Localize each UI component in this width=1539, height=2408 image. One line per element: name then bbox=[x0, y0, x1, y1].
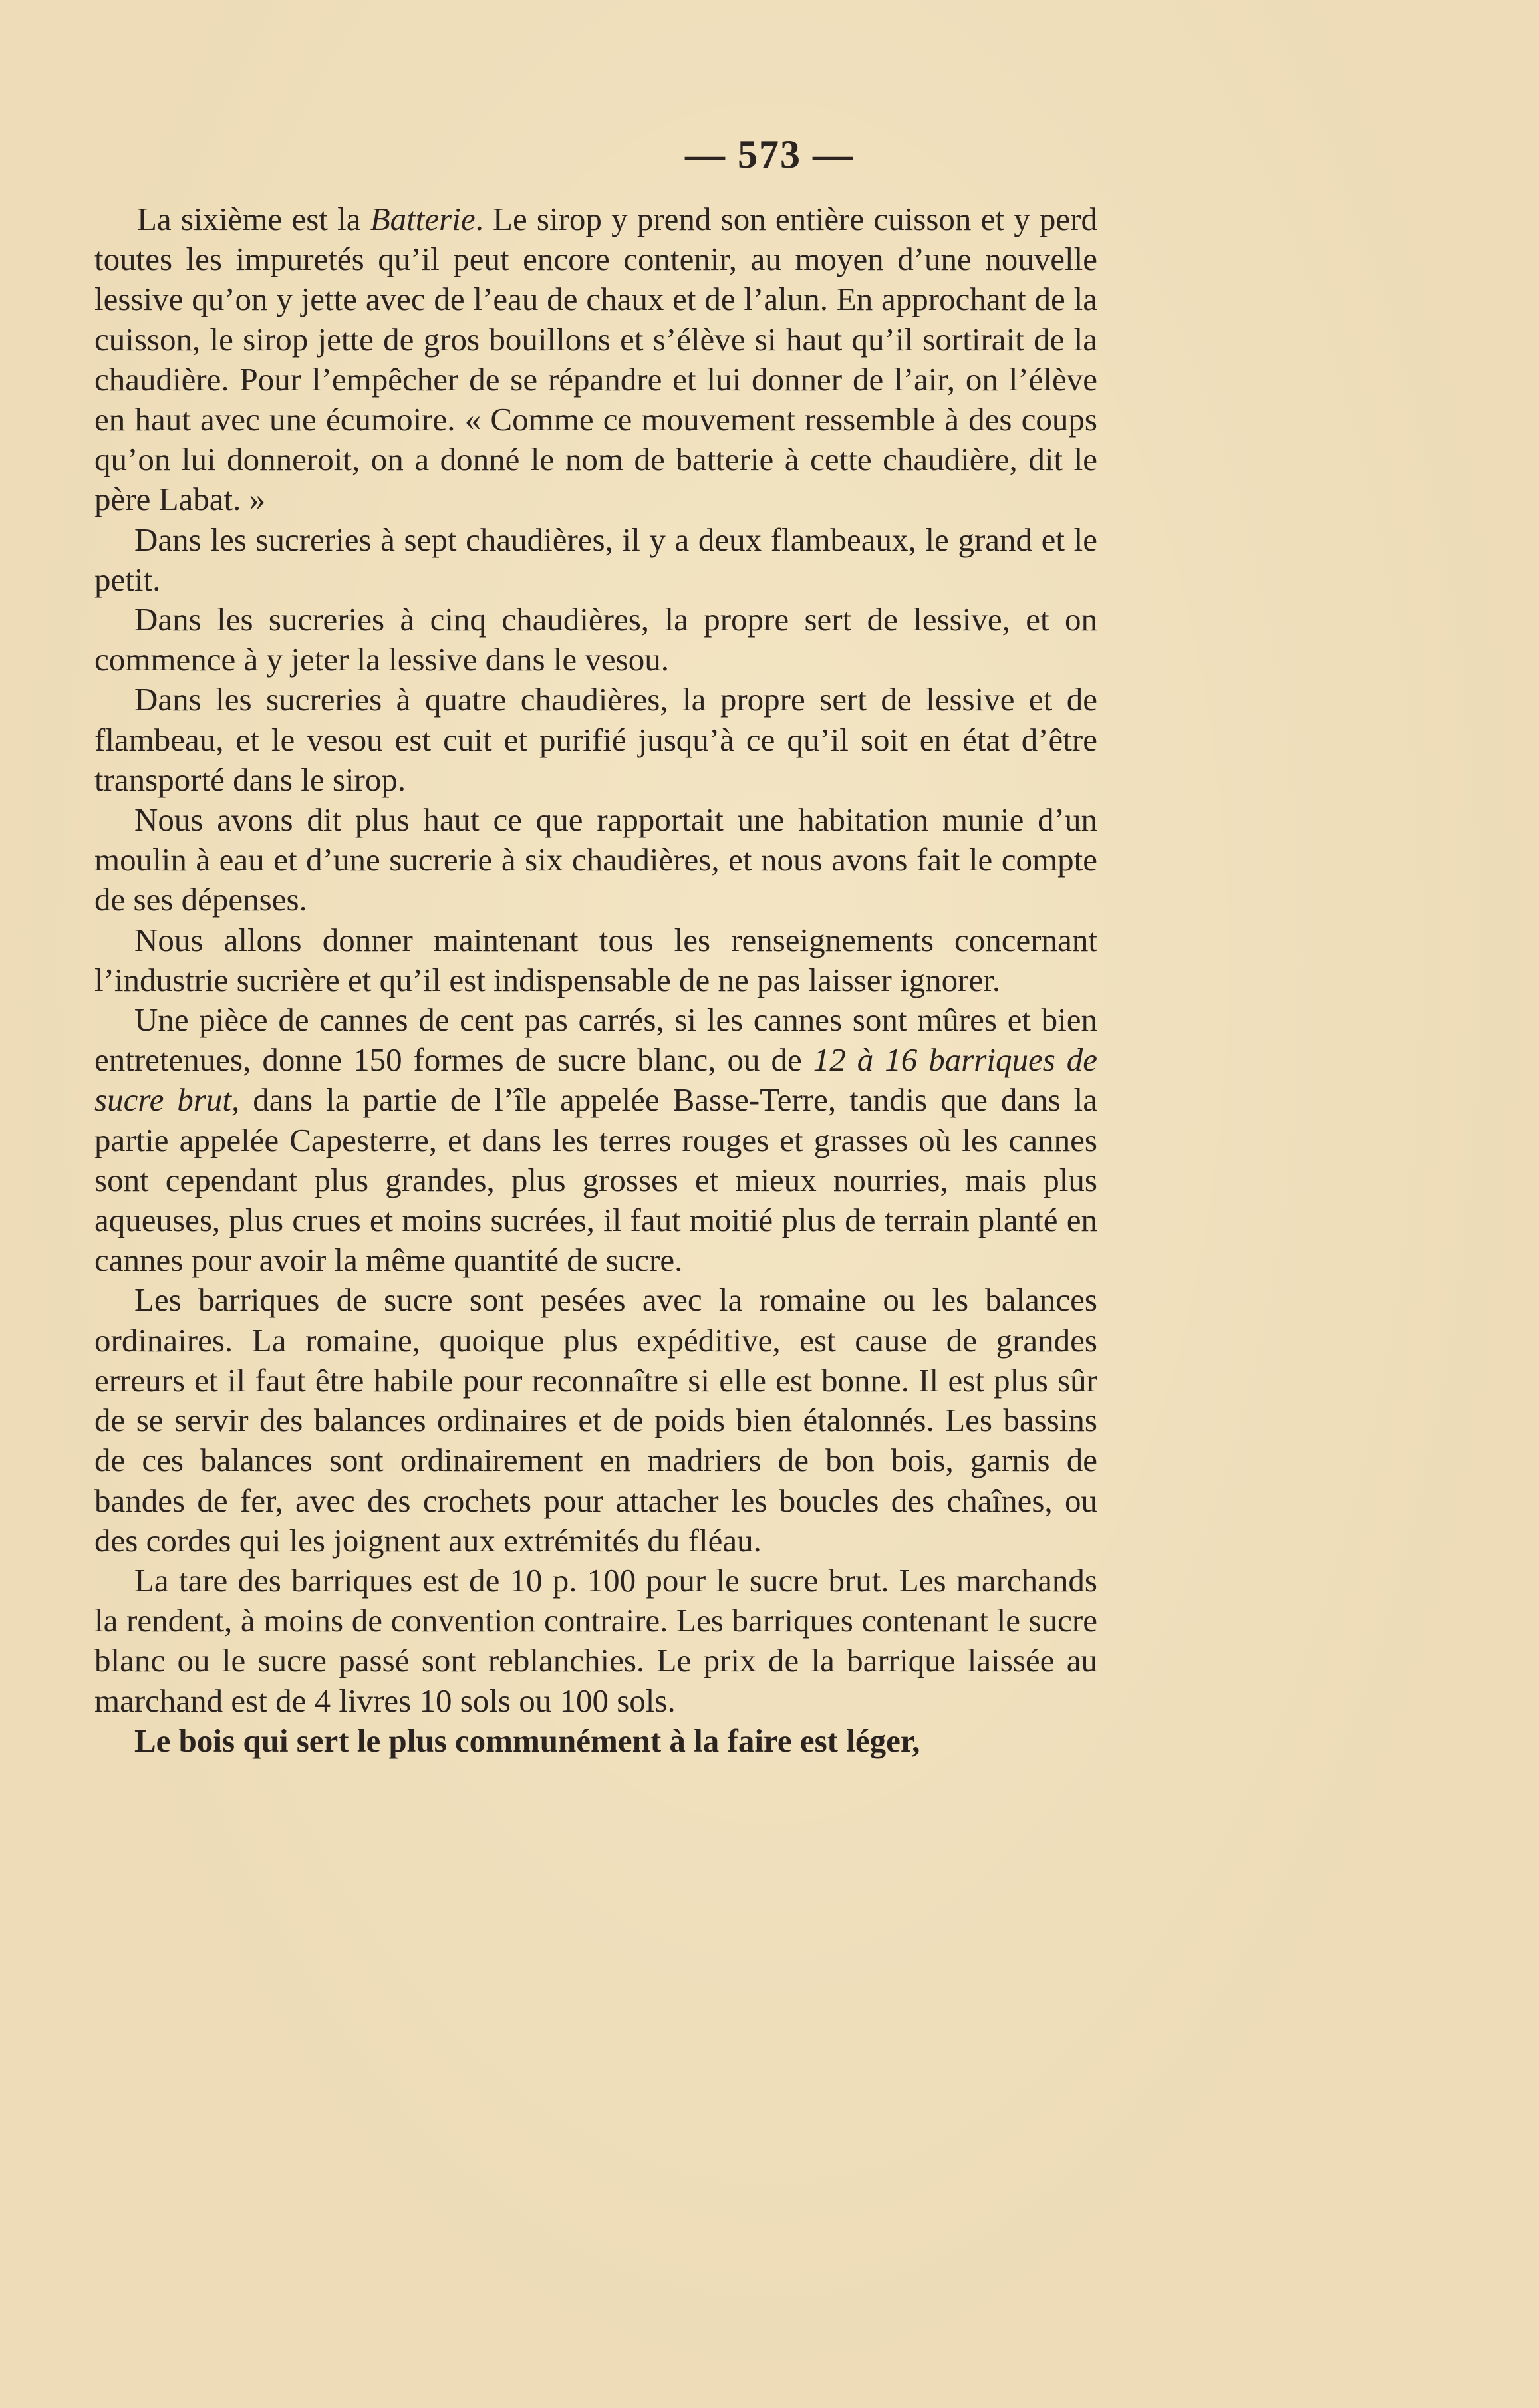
paragraph-tare: La tare des barriques est de 10 p. 100 pour le sucre brut. Les marchands la rendent, à moins de convention contraire. Les barriques contenant le sucre blanc ou le sucre passé sont reblanchies. Le prix de la barrique laissée au marchand est de 4 livres 10 sols ou 100 sols. bbox=[94, 1561, 1097, 1719]
paragraph-bois: Le bois qui sert le plus communément à la faire est léger, bbox=[134, 1722, 920, 1759]
page-number: — 573 — bbox=[685, 132, 854, 176]
paragraph-renseignements: Nous allons donner maintenant tous les renseignements concernant l’industrie sucrière et qu’il est indispensable de ne pas laisser ignorer. bbox=[94, 921, 1097, 998]
paragraph-barriques-pesees: Les barriques de sucre sont pesées avec la romaine ou les balances ordinaires. La romaine, quoique plus expéditive, est cause de grandes erreurs et il faut être habile pour reconnaître si elle est bonne. Il est plus sûr de se servir des balances ordinaires et de poids bien étalonnés. Les bassins de ces balances sont ordinairement en madriers de bon bois, garnis de bandes de fer, avec des crochets pour attacher les boucles des chaînes, ou des cordes qui les joignent aux extrémités du fléau. bbox=[94, 1281, 1097, 1559]
paragraph-piece-cannes-italic: 12 à 16 barriques de sucre brut, bbox=[94, 1041, 1097, 1119]
paragraph-batterie-after: . Le sirop y prend son entière cuisson et y perd toutes les impuretés qu’il peut encore contenir, au moyen d’une nouvelle lessive qu’on y jette avec de l’eau de chaux et de l’alun. En approchant de la cuisson, le sirop jette de gros bouillons et s’élève si haut qu’il sortirait de la chaudière. Pour l’empêcher de se répandre et lui donner de l’air, on l’élève en haut avec une écumoire. « Comme ce mouvement ressemble à des coups qu’on lui donneroit, on a donné le nom de batterie à cette chaudière, dit le père Labat. » bbox=[94, 201, 1097, 518]
paragraph-batterie bbox=[94, 200, 1097, 520]
paragraph-cinq-chaudieres: Dans les sucreries à cinq chaudières, la propre sert de lessive, et on commence à y jeter la lessive dans le vesou. bbox=[94, 601, 1097, 678]
paragraph-quatre-chaudieres: Dans les sucreries à quatre chaudières, la propre sert de lessive et de flambeau, et le vesou est cuit et purifié jusqu’à ce qu’il soit en état d’être transporté dans le sirop. bbox=[94, 681, 1097, 798]
paragraph-batterie-italic: Batterie bbox=[370, 201, 476, 237]
paragraph-habitation: Nous avons dit plus haut ce que rapportait une habitation munie d’un moulin à eau et d’une sucrerie à six chaudières, et nous avons fait le compte de ses dépenses. bbox=[94, 801, 1097, 918]
body-text bbox=[94, 200, 1097, 1761]
paragraph-sept-chaudieres: Dans les sucreries à sept chaudières, il y a deux flambeaux, le grand et le petit. bbox=[94, 521, 1097, 598]
paragraph-piece-cannes-before: Une pièce de cannes de cent pas carrés, si les cannes sont mûres et bien entretenues, donne 150 formes de sucre blanc, ou de bbox=[94, 1002, 1097, 1079]
paragraph-batterie-before: La sixième est la bbox=[137, 201, 370, 237]
paragraph-piece-cannes bbox=[94, 1000, 1097, 1280]
paragraph-piece-cannes-after: dans la partie de l’île appelée Basse-Terre, tandis que dans la partie appelée Capesterre, et dans les terres rouges et grasses où les cannes sont cependant plus grandes, plus grosses et mieux nourries, mais plus aqueuses, plus crues et moins sucrées, il faut moitié plus de terrain planté en cannes pour avoir la même quantité de sucre. bbox=[94, 1081, 1097, 1279]
